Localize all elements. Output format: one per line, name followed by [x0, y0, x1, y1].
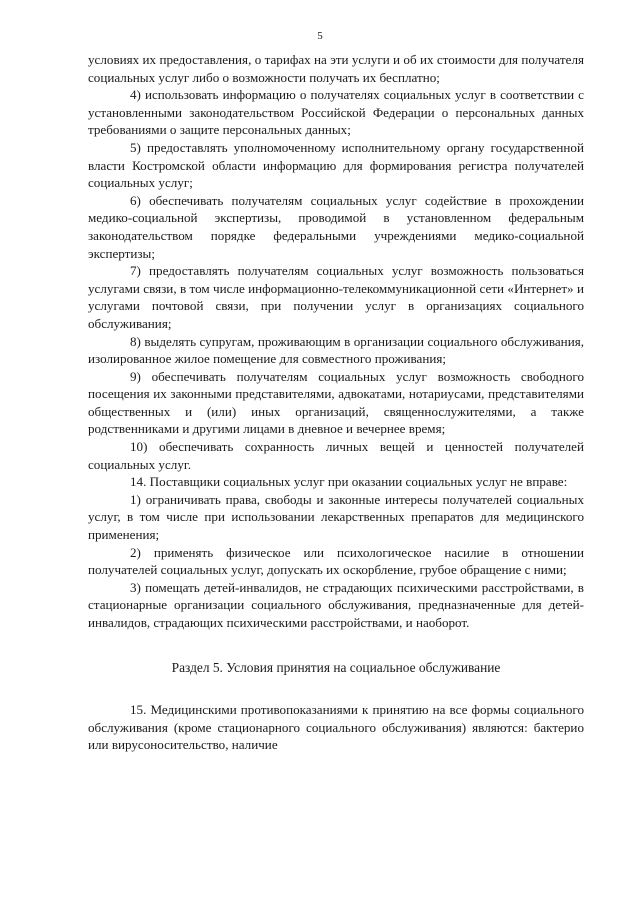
- page-number: 5: [317, 30, 323, 42]
- paragraph-item-8: 8) выделять супругам, проживающим в организации социального обслуживания, изолированное жилое помещение для совместного проживания;: [88, 333, 584, 367]
- paragraph-sub-3: 3) помещать детей-инвалидов, не страдающих психическими расстройствами, в стационарные организации социального обслуживания, предназначенные для детей-инвалидов, страдающих психическими расстройствами, и наоборот.: [88, 579, 584, 630]
- paragraph-item-4: 4) использовать информацию о получателях социальных услуг в соответствии с установленными законодательством Российской Федерации о персональных данных требованиями о защите персональных данных;: [88, 87, 584, 138]
- paragraph-item-7: 7) предоставлять получателям социальных услуг возможность пользоваться услугами связи, в том числе информационно-телекоммуникационной сети «Интернет» и услугами почтовой связи, при получении услуг в организациях социального обслуживания;: [88, 263, 584, 331]
- paragraph-sub-2: 2) применять физическое или психологическое насилие в отношении получателей социальных услуг, допускать их оскорбление, грубое обращение с ними;: [88, 544, 584, 578]
- paragraph-item-9: 9) обеспечивать получателям социальных услуг возможность свободного посещения их законными представителями, адвокатами, нотариусами, представителями общественных и (или) иных организаций, священнослужителями, а также родственниками и другими лицами в дневное и вечернее время;: [88, 368, 584, 437]
- document-body: [88, 51, 584, 754]
- paragraph-cont: условиях их предоставления, о тарифах на эти услуги и об их стоимости для получателя социальных услуг либо о возможности получать их бесплатно;: [88, 52, 584, 85]
- paragraph-item-5: 5) предоставлять уполномоченному исполнительному органу государственной власти Костромской области информацию для формирования регистра получателей социальных услуг;: [88, 139, 584, 191]
- paragraph-sub-1: 1) ограничивать права, свободы и законные интересы получателей социальных услуг, в том числе при использовании лекарственных препаратов для медицинского применения;: [88, 491, 584, 543]
- paragraph-list: [88, 51, 584, 632]
- paragraph-clause-15: 15. Медицинскими противопоказаниями к принятию на все формы социального обслуживания (кроме стационарного социального обслуживания) являются: бактерио или вирусоносительство, наличие: [88, 702, 584, 753]
- paragraph-clause-14: 14. Поставщики социальных услуг при оказании социальных услуг не вправе:: [130, 474, 568, 490]
- paragraph-list-after-heading: [88, 701, 584, 754]
- paragraph-item-10: 10) обеспечивать сохранность личных вещей и ценностей получателей социальных услуг.: [88, 439, 584, 472]
- paragraph-item-6: 6) обеспечивать получателям социальных услуг содействие в прохождении медико-социальной экспертизы, проводимой в установленном федеральным законодательством порядке федеральными учреждениями медико-социальной экспертизы;: [88, 192, 584, 261]
- section-heading: Раздел 5. Условия принятия на социальное обслуживание: [171, 659, 501, 675]
